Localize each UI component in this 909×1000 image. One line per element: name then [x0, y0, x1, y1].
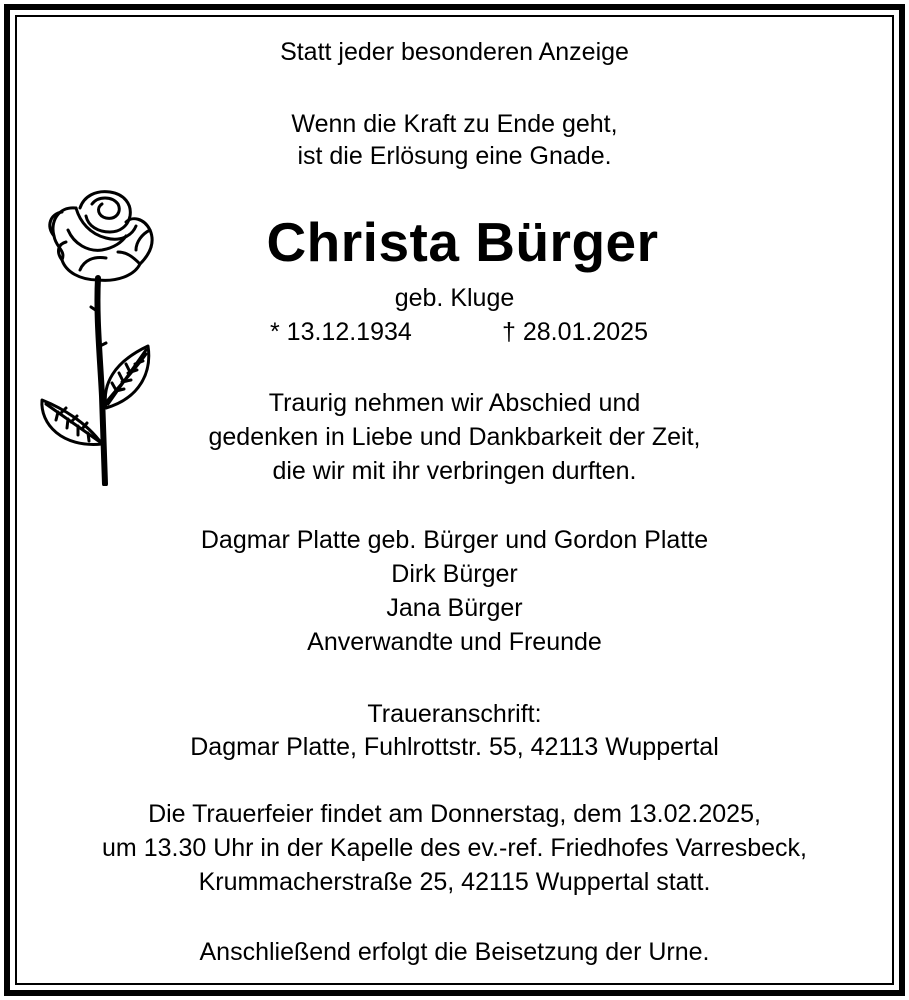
quote-line-2: ist die Erlösung eine Gnade.	[297, 142, 612, 170]
quote-line-1: Wenn die Kraft zu Ende geht,	[291, 110, 618, 138]
mourner-line: Anverwandte und Freunde	[307, 628, 602, 656]
death-date: † 28.01.2025	[502, 318, 648, 346]
birth-date: * 13.12.1934	[270, 318, 412, 346]
funeral-line-3: Krummacherstraße 25, 42115 Wuppertal statt.	[198, 868, 711, 896]
maiden-name: geb. Kluge	[394, 284, 515, 312]
mourner-line: Dirk Bürger	[391, 560, 518, 588]
funeral-line-1: Die Trauerfeier findet am Donnerstag, dem 13.02.2025,	[148, 800, 761, 828]
address-label: Traueranschrift:	[367, 700, 542, 728]
address-text: Dagmar Platte, Fuhlrottstr. 55, 42113 Wuppertal	[190, 733, 719, 761]
mourner-line: Jana Bürger	[386, 594, 523, 622]
header-text: Statt jeder besonderen Anzeige	[280, 38, 629, 66]
closing-text: Anschließend erfolgt die Beisetzung der Urne.	[199, 938, 710, 966]
farewell-line-3: die wir mit ihr verbringen durften.	[272, 457, 637, 485]
farewell-line-2: gedenken in Liebe und Dankbarkeit der Zeit,	[208, 423, 701, 451]
funeral-line-2: um 13.30 Uhr in der Kapelle des ev.-ref. Friedhofes Varresbeck,	[102, 834, 807, 862]
mourner-line: Dagmar Platte geb. Bürger und Gordon Platte	[200, 526, 709, 554]
farewell-line-1: Traurig nehmen wir Abschied und	[268, 389, 641, 417]
deceased-name: Christa Bürger	[266, 211, 659, 273]
